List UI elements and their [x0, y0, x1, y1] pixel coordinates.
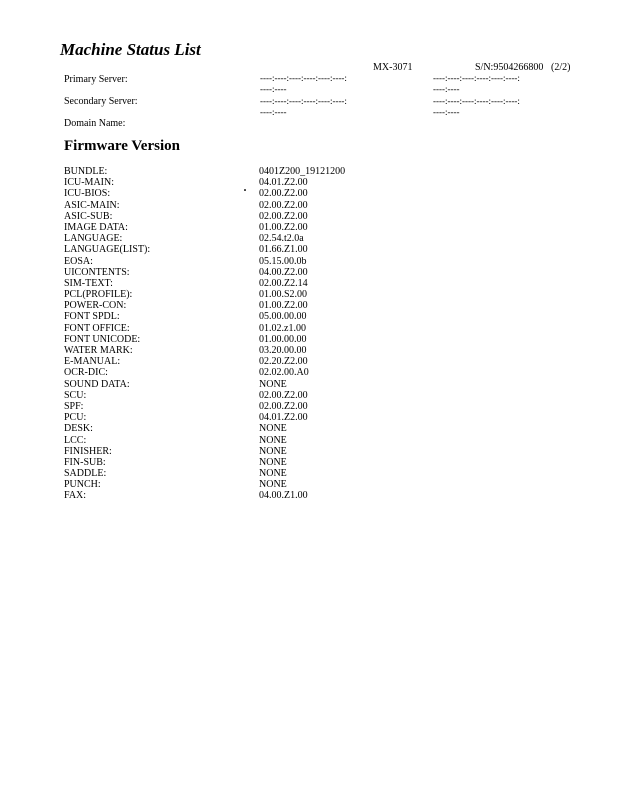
- firmware-component-name: BUNDLE:: [64, 166, 108, 177]
- firmware-row: [64, 211, 464, 222]
- primary-server-value-1-cont: ----:----: [260, 84, 287, 94]
- secondary-server-value-1-cont: ----:----: [260, 107, 287, 117]
- firmware-component-name: ICU-MAIN:: [64, 177, 114, 189]
- firmware-component-name: PUNCH:: [64, 479, 101, 491]
- firmware-row: [64, 166, 464, 177]
- firmware-version-value: 01.00.00.00: [259, 333, 307, 345]
- firmware-component-name: FIN-SUB:: [64, 456, 106, 468]
- firmware-component-name: LCC:: [64, 434, 87, 446]
- firmware-row: [64, 479, 464, 490]
- firmware-component-name: ICU-BIOS:: [64, 188, 111, 200]
- secondary-server-label: Secondary Server:: [64, 96, 138, 107]
- firmware-component-name: SCU:: [64, 389, 87, 401]
- firmware-component-name: ASIC-MAIN:: [64, 199, 120, 211]
- firmware-component-name: E-MANUAL:: [64, 356, 121, 368]
- firmware-component-name: FONT UNICODE:: [64, 333, 141, 345]
- domain-name-label: Domain Name:: [64, 118, 126, 129]
- firmware-row: [64, 423, 464, 434]
- firmware-row: [64, 334, 464, 345]
- firmware-row: [64, 401, 464, 412]
- firmware-version-value: 02.00.Z2.00: [259, 389, 308, 401]
- firmware-row: [64, 379, 464, 390]
- firmware-version-value: 02.00.Z2.00: [259, 188, 308, 200]
- firmware-row: [64, 289, 464, 300]
- firmware-row: [64, 323, 464, 334]
- firmware-component-name: EOSA:: [64, 255, 93, 267]
- page-number: (2/2): [551, 62, 571, 73]
- primary-server-value-2: ----:----:----:----:----:----:: [433, 73, 520, 83]
- firmware-row: [64, 200, 464, 211]
- firmware-row: [64, 188, 464, 199]
- firmware-version-value: 02.20.Z2.00: [259, 356, 308, 368]
- firmware-component-name: POWER-CON:: [64, 300, 127, 312]
- firmware-component-name: FAX:: [64, 490, 87, 502]
- firmware-row: [64, 300, 464, 311]
- firmware-row: [64, 222, 464, 233]
- firmware-version-value: 02.00.Z2.00: [259, 400, 308, 412]
- firmware-component-name: LANGUAGE:: [64, 233, 123, 245]
- firmware-row: [64, 345, 464, 356]
- firmware-version-value: 0401Z200_19121200: [259, 166, 346, 177]
- firmware-component-name: WATER MARK:: [64, 345, 133, 356]
- firmware-version-value: 02.02.00.A0: [259, 367, 309, 379]
- serial-number: S/N:9504266800: [475, 62, 544, 73]
- firmware-row: [64, 233, 464, 244]
- firmware-row: [64, 468, 464, 479]
- firmware-version-value: 01.00.S2.00: [259, 289, 308, 301]
- firmware-component-name: ASIC-SUB:: [64, 210, 113, 222]
- secondary-server-value-2-cont: ----:----: [433, 107, 460, 117]
- firmware-component-name: PCL(PROFILE):: [64, 289, 133, 301]
- firmware-version-value: 04.01.Z2.00: [259, 412, 308, 424]
- firmware-version-value: 02.54.t2.0a: [259, 233, 304, 245]
- firmware-component-name: IMAGE DATA:: [64, 221, 128, 233]
- firmware-component-name: SPF:: [64, 400, 84, 412]
- firmware-row: [64, 356, 464, 367]
- firmware-version-value: 01.00.Z2.00: [259, 300, 308, 312]
- firmware-version-value: 01.66.Z1.00: [259, 244, 308, 256]
- firmware-component-name: SOUND DATA:: [64, 378, 130, 390]
- firmware-component-name: DESK:: [64, 423, 93, 435]
- firmware-component-name: FINISHER:: [64, 445, 112, 457]
- firmware-row: [64, 446, 464, 457]
- firmware-version-value: 01.02.z1.00: [259, 322, 306, 334]
- firmware-row: [64, 457, 464, 468]
- firmware-version-value: 03.20.00.00: [259, 345, 307, 356]
- firmware-version-value: 02.00.Z2.00: [259, 210, 308, 222]
- secondary-server-value-1: ----:----:----:----:----:----:: [260, 96, 347, 106]
- firmware-row: [64, 367, 464, 378]
- firmware-component-name: PCU:: [64, 412, 87, 424]
- firmware-version-value: NONE: [259, 423, 287, 435]
- firmware-component-name: LANGUAGE(LIST):: [64, 244, 151, 256]
- firmware-row: [64, 177, 464, 188]
- firmware-version-value: 04.01.Z2.00: [259, 177, 308, 189]
- firmware-row: [64, 278, 464, 289]
- firmware-component-name: SIM-TEXT:: [64, 277, 113, 289]
- firmware-version-value: 02.00.Z2.00: [259, 199, 308, 211]
- secondary-server-value-2: ----:----:----:----:----:----:: [433, 96, 520, 106]
- primary-server-value-1: ----:----:----:----:----:----:: [260, 73, 347, 83]
- primary-server-label: Primary Server:: [64, 74, 128, 85]
- firmware-version-value: 04.00.Z1.00: [259, 490, 308, 502]
- firmware-version-value: NONE: [259, 456, 287, 468]
- firmware-row: [64, 311, 464, 322]
- firmware-version-value: 04.00.Z2.00: [259, 266, 308, 278]
- firmware-row: [64, 435, 464, 446]
- firmware-component-name: FONT SPDL:: [64, 311, 120, 323]
- firmware-version-value: 01.00.Z2.00: [259, 221, 308, 233]
- firmware-version-value: 02.00.Z2.14: [259, 277, 308, 289]
- firmware-row: [64, 256, 464, 267]
- firmware-component-name: UICONTENTS:: [64, 266, 130, 278]
- firmware-component-name: FONT OFFICE:: [64, 322, 130, 334]
- firmware-list: [64, 166, 464, 502]
- firmware-version-value: NONE: [259, 434, 287, 446]
- firmware-row: [64, 412, 464, 423]
- firmware-row: [64, 490, 464, 501]
- firmware-row: [64, 267, 464, 278]
- firmware-version-value: NONE: [259, 479, 287, 491]
- firmware-component-name: SADDLE:: [64, 468, 107, 480]
- document-title: Machine Status List: [60, 40, 201, 59]
- firmware-row: [64, 244, 464, 255]
- model-number: MX-3071: [373, 62, 413, 73]
- firmware-version-value: NONE: [259, 468, 287, 480]
- firmware-version-value: 05.00.00.00: [259, 311, 307, 323]
- firmware-row: [64, 390, 464, 401]
- firmware-version-value: NONE: [259, 445, 287, 457]
- firmware-component-name: OCR-DIC:: [64, 367, 108, 379]
- firmware-version-value: NONE: [259, 378, 287, 390]
- firmware-version-value: 05.15.00.0b: [259, 255, 307, 267]
- firmware-section-title: Firmware Version: [64, 138, 180, 154]
- primary-server-value-2-cont: ----:----: [433, 84, 460, 94]
